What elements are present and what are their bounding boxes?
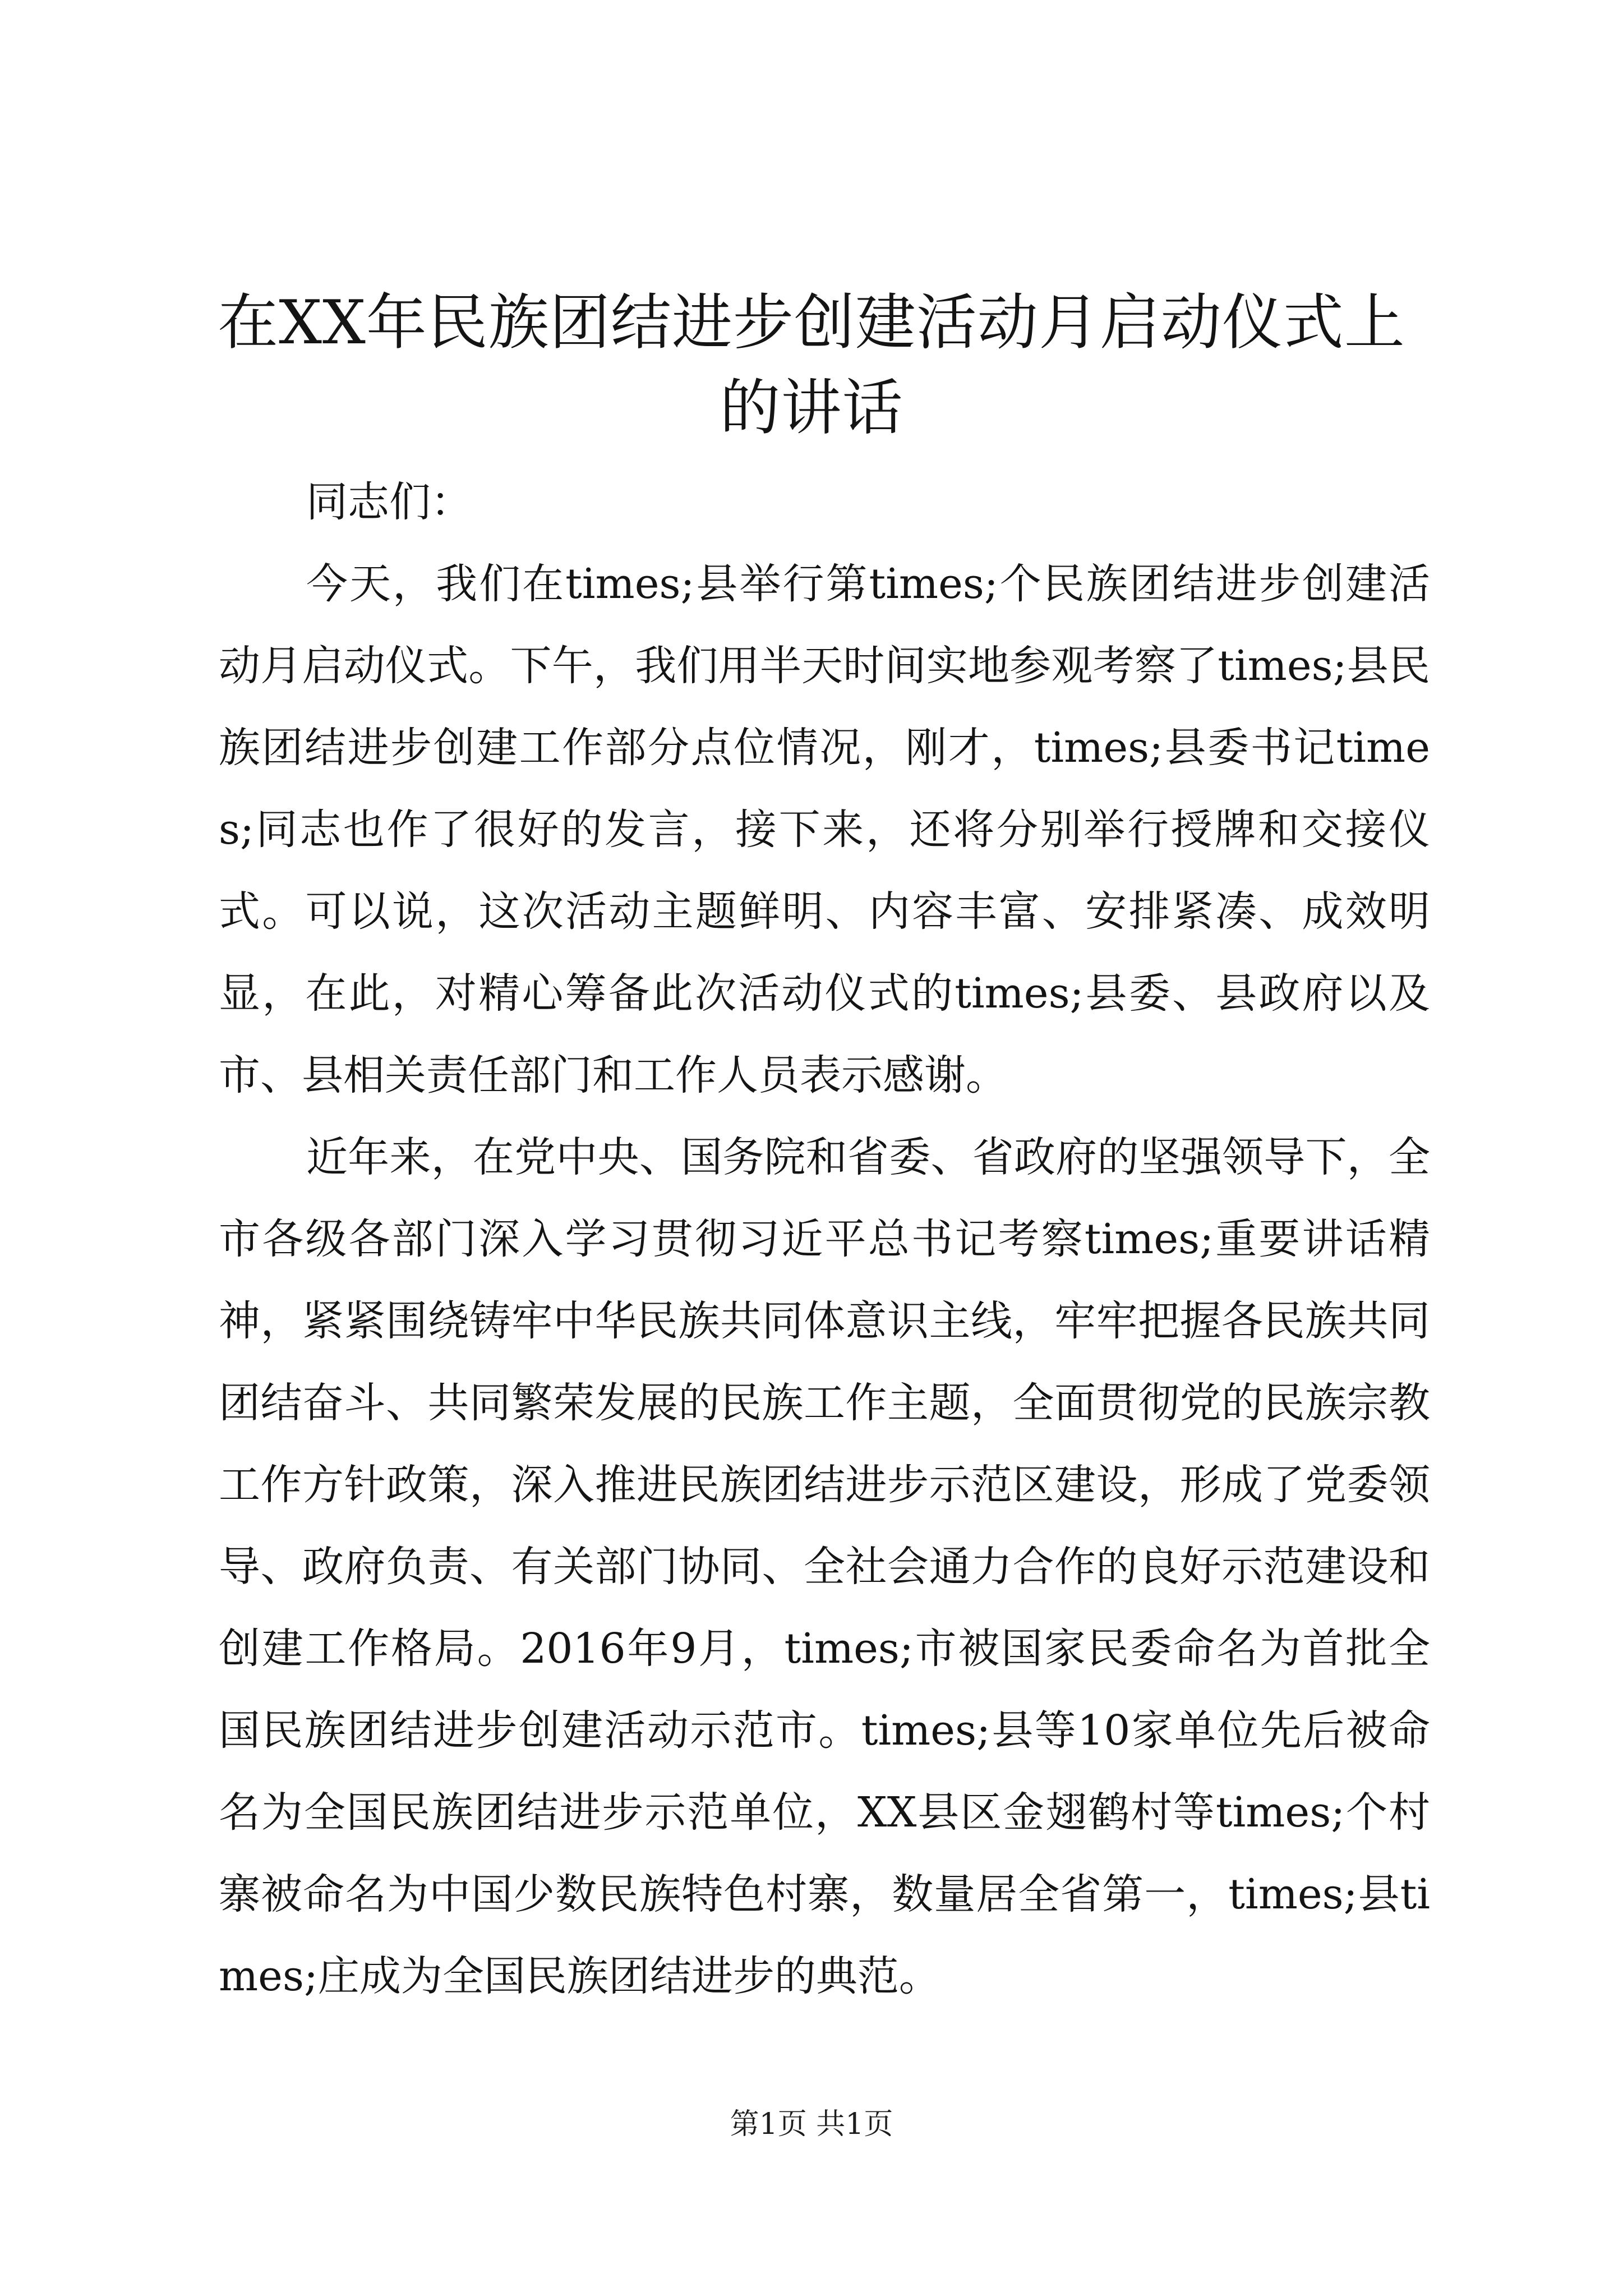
- greeting: 同志们：: [306, 478, 472, 526]
- document-title: 在XX年民族团结进步创建活动月启动仪式上的讲话: [218, 288, 1405, 443]
- paragraph-1: 今天，我们在times;县举行第times;个民族团结进步创建活动月启动仪式。下午，我们用半天时间实地参观考察了times;县民族团结进步创建工作部分点位情况，刚才，times;县委书记times;同志也作了很好的发言，接下来，还将分别举行授牌和交接仪式。可以说，这次活动主题鲜明、内容丰富、安排紧凑、成效明显，在此，对精心筹备此次活动仪式的times;县委、县政府以及市、县相关责任部门和工作人员表示感谢。: [219, 560, 1430, 1099]
- paragraph-2: 近年来，在党中央、国务院和省委、省政府的坚强领导下，全市各级各部门深入学习贯彻习近平总书记考察times;重要讲话精神，紧紧围绕铸牢中华民族共同体意识主线，牢牢把握各民族共同团结奋斗、共同繁荣发展的民族工作主题，全面贯彻党的民族宗教工作方针政策，深入推进民族团结进步示范区建设，形成了党委领导、政府负责、有关部门协同、全社会通力合作的良好示范建设和创建工作格局。2016年9月，times;市被国家民委命名为首批全国民族团结进步创建活动示范市。times;县等10家单位先后被命名为全国民族团结进步示范单位，XX县区金翅鹤村等times;个村寨被命名为中国少数民族特色村寨，数量居全省第一，times;县times;庄成为全国民族团结进步的典范。: [219, 1133, 1430, 2000]
- page-footer: 第1页 共1页: [730, 2108, 893, 2141]
- document-body: [219, 461, 1430, 2017]
